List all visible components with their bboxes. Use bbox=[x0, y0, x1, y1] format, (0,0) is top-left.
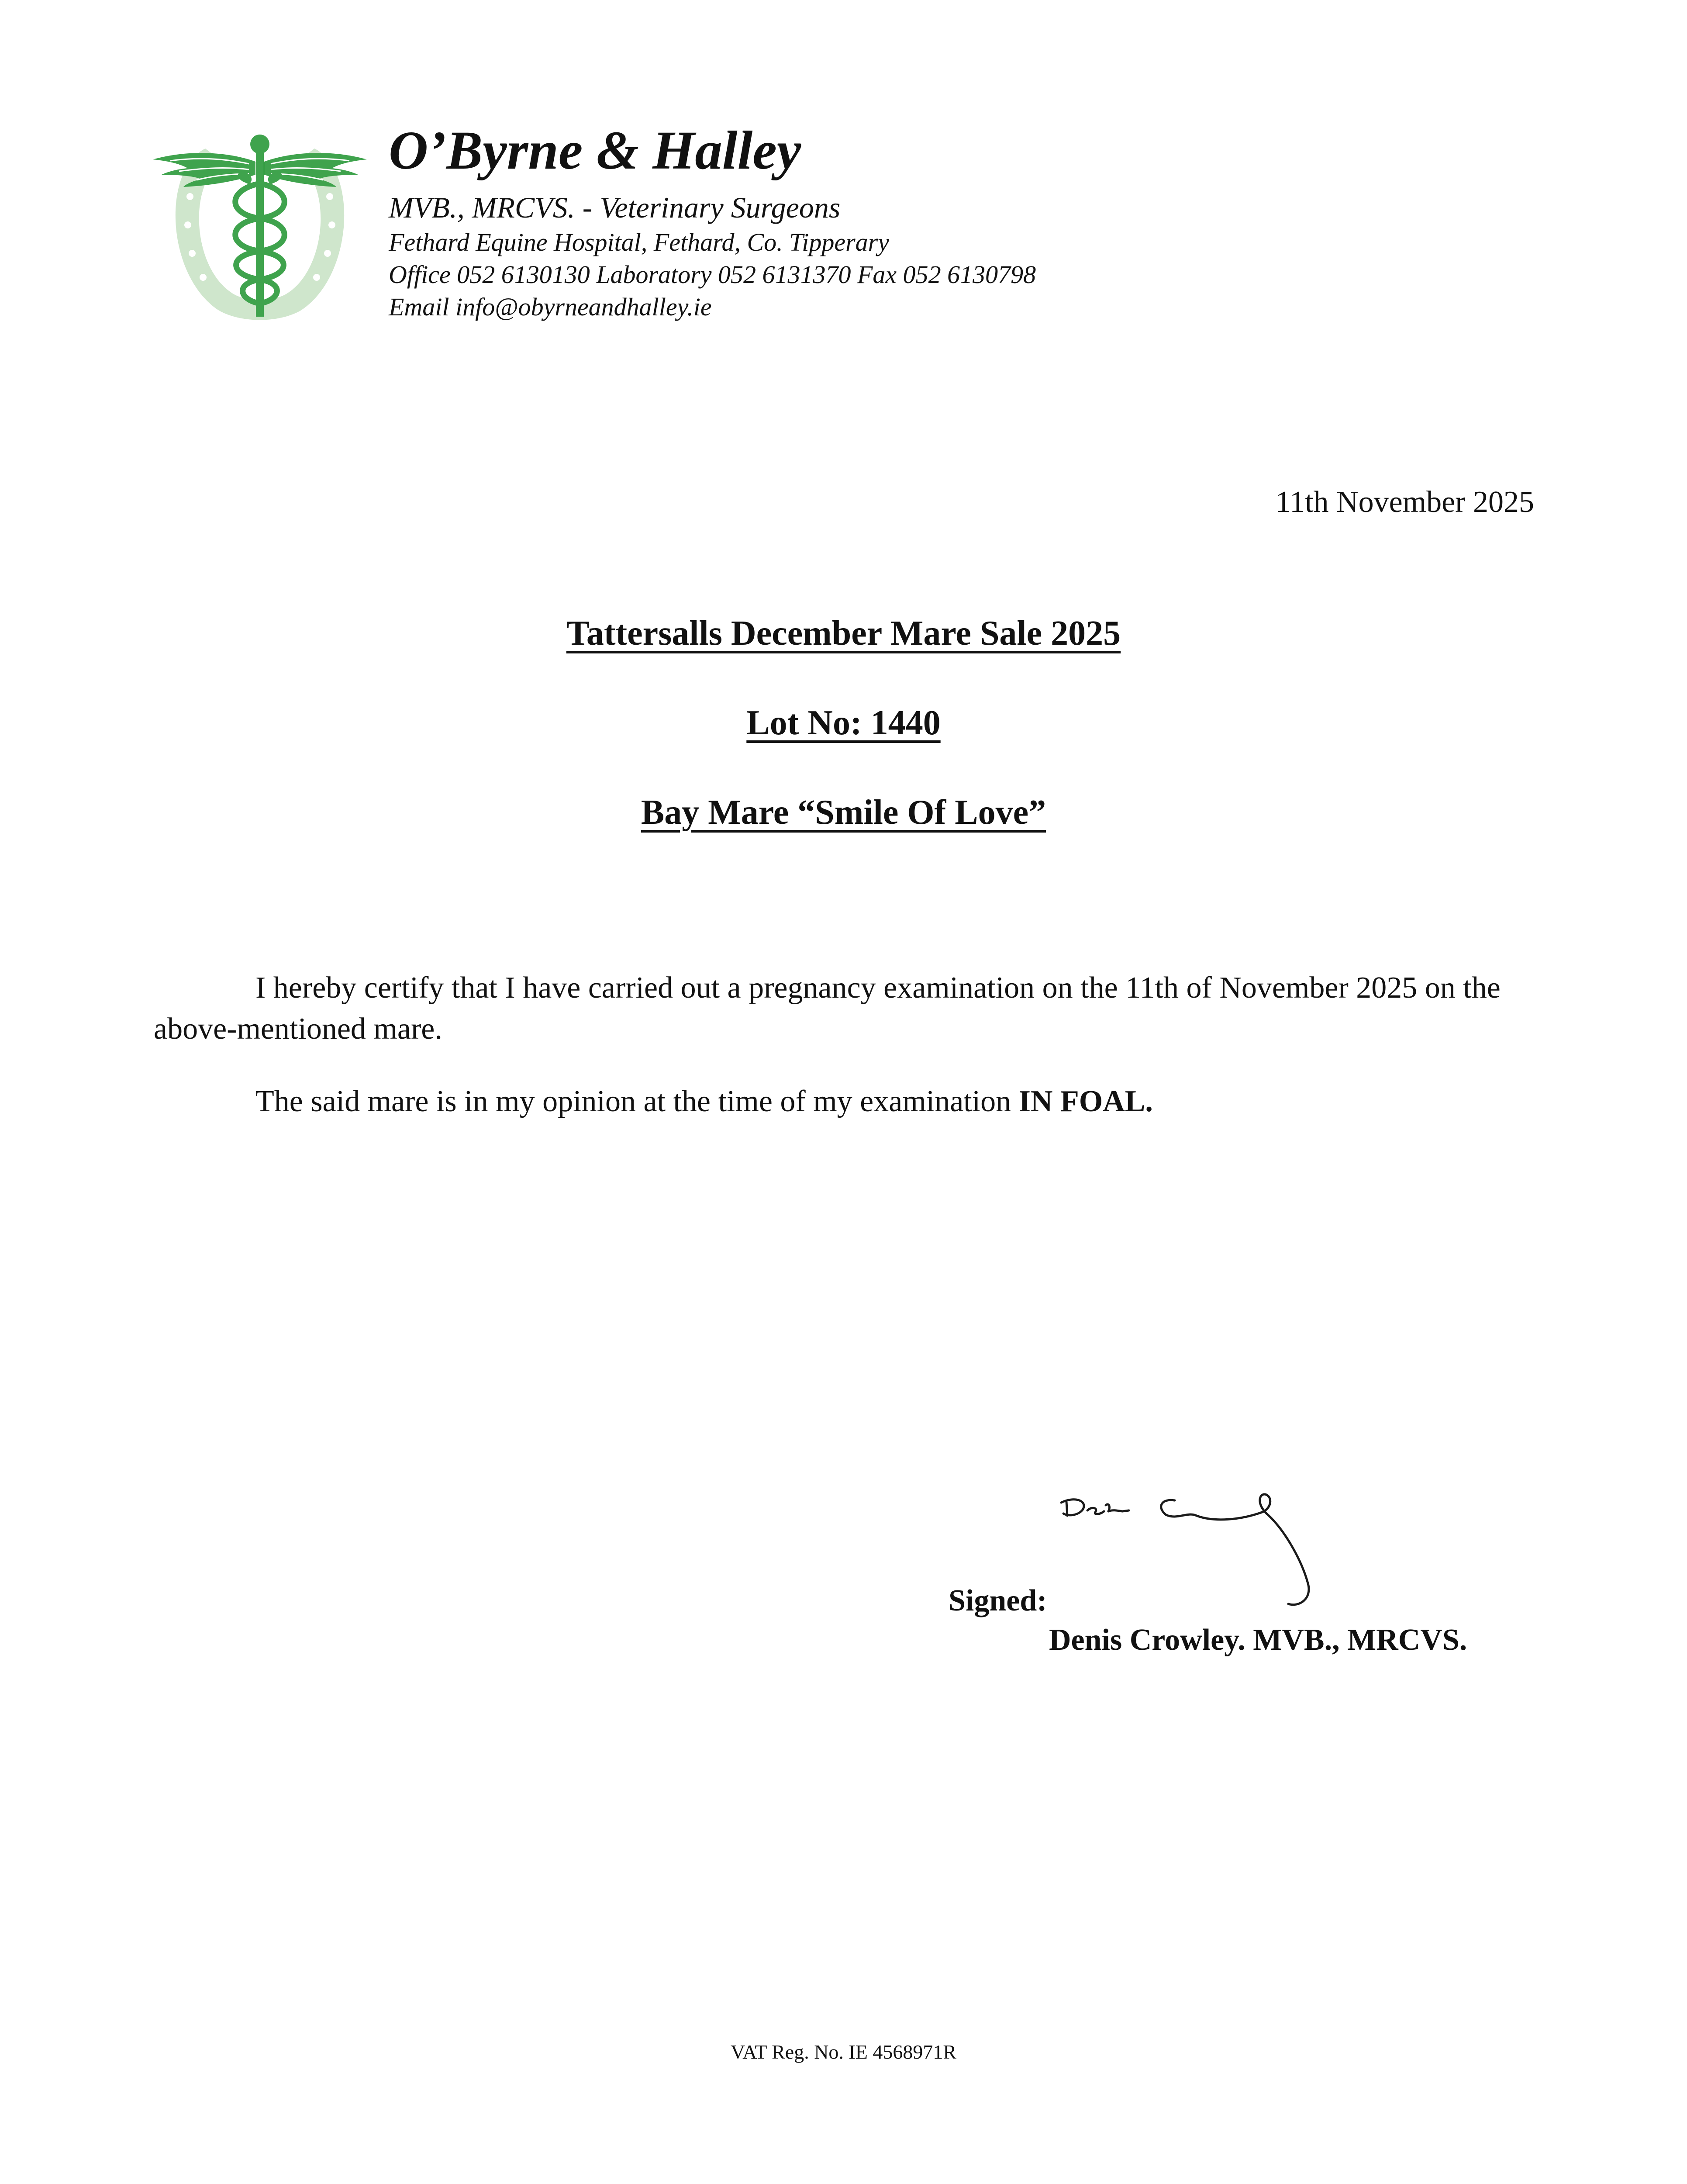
letter-date: 11th November 2025 bbox=[1275, 485, 1534, 519]
signer-name: Denis Crowley. MVB., MRCVS. bbox=[1049, 1623, 1467, 1657]
firm-address: Fethard Equine Hospital, Fethard, Co. Tipperary bbox=[389, 228, 889, 256]
letterhead bbox=[389, 118, 1568, 323]
firm-phone-numbers: Office 052 6130130 Laboratory 052 6131370 Fax 052 6130798 bbox=[389, 260, 1036, 289]
mare-heading bbox=[0, 791, 1687, 834]
caduceus-horseshoe-logo bbox=[148, 131, 371, 328]
firm-qualifications: MVB., MRCVS. - Veterinary Surgeons bbox=[389, 191, 841, 224]
mare-heading-text: Bay Mare “Smile Of Love” bbox=[641, 793, 1046, 832]
opinion-prefix: The said mare is in my opinion at the time of my examination bbox=[255, 1085, 1019, 1118]
lot-heading bbox=[0, 701, 1687, 745]
sale-heading bbox=[0, 612, 1687, 655]
firm-email: Email info@obyrneandhalley.ie bbox=[389, 293, 712, 321]
signed-label: Signed: bbox=[949, 1584, 1047, 1617]
lot-heading-text: Lot No: 1440 bbox=[746, 704, 941, 742]
opinion-paragraph bbox=[154, 1081, 1534, 1122]
opinion-result: IN FOAL. bbox=[1018, 1085, 1153, 1118]
vat-registration: VAT Reg. No. IE 4568971R bbox=[730, 2041, 957, 2063]
handwritten-signature bbox=[1057, 1489, 1354, 1616]
certification-paragraph: I hereby certify that I have carried out a pregnancy examination on the 11th of November 2025 on the above-mentioned mare. bbox=[154, 971, 1501, 1046]
sale-heading-text: Tattersalls December Mare Sale 2025 bbox=[566, 614, 1121, 653]
firm-name: O’Byrne & Halley bbox=[389, 121, 801, 181]
